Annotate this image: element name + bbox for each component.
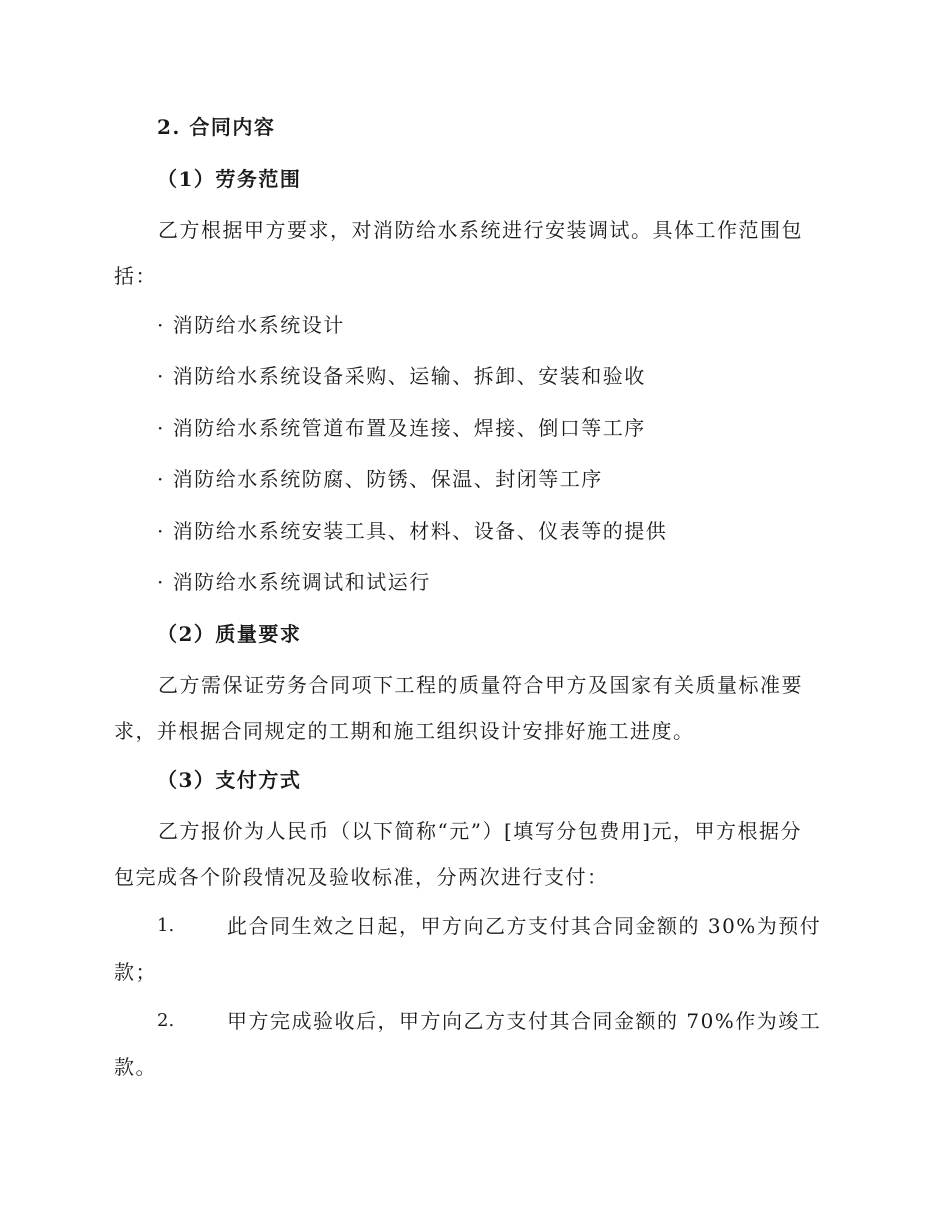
quality-text: 乙方需保证劳务合同项下工程的质量符合甲方及国家有关质量标准要求，并根据合同规定的工期和施工组织设计安排好施工进度。 bbox=[114, 673, 803, 743]
list-item: · 消防给水系统管道布置及连接、焊接、倒口等工序 bbox=[157, 416, 646, 440]
list-item: · 消防给水系统设计 bbox=[157, 313, 345, 337]
section-title: 2. 合同内容 bbox=[157, 115, 276, 139]
scope-heading: （1）劳务范围 bbox=[157, 167, 302, 191]
numbered-item-number: 1. bbox=[157, 915, 175, 936]
payment-heading: （3）支付方式 bbox=[157, 768, 302, 792]
numbered-item-text: 甲方完成验收后，甲方向乙方支付其合同金额的 70%作为竣工款。 bbox=[114, 1009, 822, 1079]
quality-heading: （2）质量要求 bbox=[157, 622, 302, 646]
list-item: · 消防给水系统防腐、防锈、保温、封闭等工序 bbox=[157, 467, 603, 491]
payment-text: 乙方报价为人民币（以下简称“元”）[填写分包费用]元，甲方根据分包完成各个阶段情况及验收标准，分两次进行支付： bbox=[114, 819, 803, 889]
list-item: · 消防给水系统设备采购、运输、拆卸、安装和验收 bbox=[157, 364, 646, 388]
list-item: · 消防给水系统调试和试运行 bbox=[157, 570, 431, 594]
numbered-item-text: 此合同生效之日起，甲方向乙方支付其合同金额的 30%为预付款； bbox=[114, 914, 822, 984]
scope-intro: 乙方根据甲方要求，对消防给水系统进行安装调试。具体工作范围包括： bbox=[114, 218, 803, 288]
numbered-item-number: 2. bbox=[157, 1010, 175, 1031]
list-item: · 消防给水系统安装工具、材料、设备、仪表等的提供 bbox=[157, 519, 668, 543]
